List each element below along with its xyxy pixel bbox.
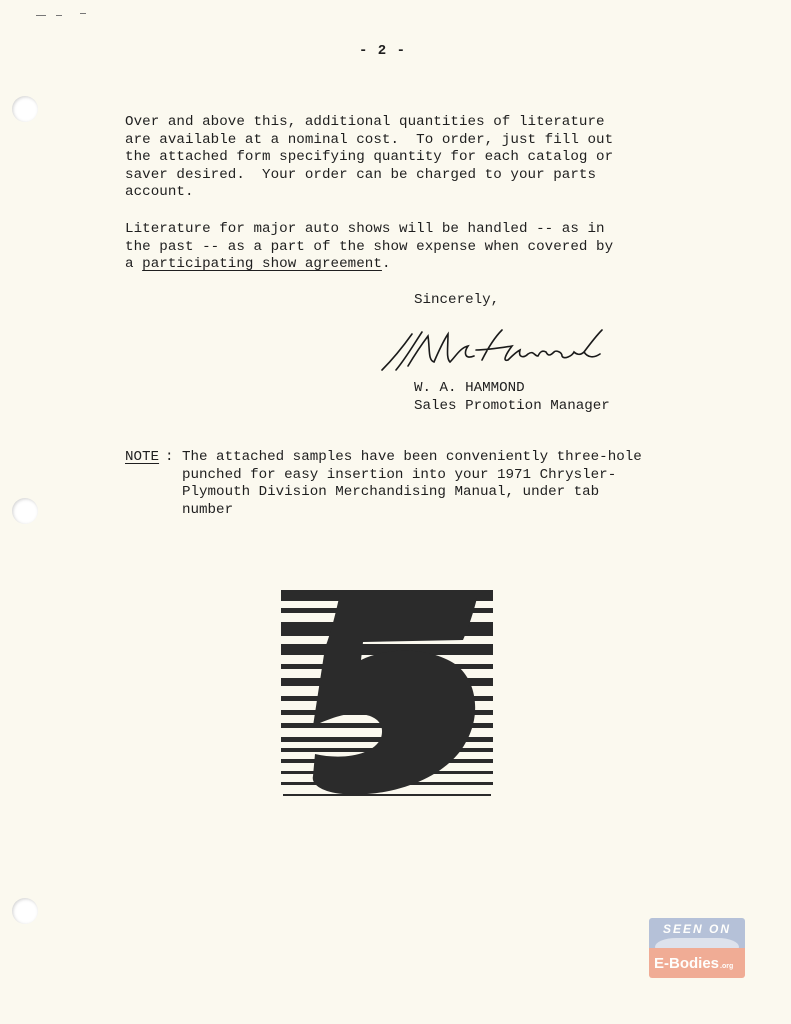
corner-marks xyxy=(36,10,96,20)
punch-hole-top xyxy=(12,96,38,122)
punch-hole-middle xyxy=(12,498,38,524)
note-colon: : xyxy=(165,449,174,465)
watermark-top-text: SEEN ON xyxy=(649,918,745,948)
note-text: The attached samples have been conveniently three-hole punched for easy insertion into your 1971 Chrysler- Plymouth Division Merchandising Manual, under tab number xyxy=(182,449,642,518)
watermark-suffix: .org xyxy=(720,963,734,970)
number-five-shape xyxy=(313,598,477,795)
watermark-brand: E-Bodies xyxy=(654,955,720,972)
underlined-phrase: participating show agreement xyxy=(142,256,382,273)
page-number: - 2 - xyxy=(358,43,406,59)
signer-title: Sales Promotion Manager xyxy=(414,398,610,414)
note-label: NOTE xyxy=(125,449,160,465)
closing: Sincerely, xyxy=(414,292,500,308)
watermark-bottom xyxy=(649,948,745,978)
paragraph-end: . xyxy=(381,256,391,273)
signature xyxy=(378,326,618,374)
paragraph-auto-shows xyxy=(125,221,715,274)
tab-number-graphic xyxy=(281,588,493,800)
seen-on-watermark xyxy=(649,918,745,978)
punch-hole-bottom xyxy=(12,898,38,924)
paragraph-text: Literature for major auto shows will be handled -- as in the past -- as a part of the show expense when covered by a xyxy=(125,221,614,273)
signer-name: W. A. HAMMOND xyxy=(414,380,525,396)
paragraph-literature-order: Over and above this, additional quantities of literature are available at a nominal cost. To order, just fill out the attached form specifying quantity for each catalog or saver desired. Your order can be charged to your parts account. xyxy=(125,114,614,201)
